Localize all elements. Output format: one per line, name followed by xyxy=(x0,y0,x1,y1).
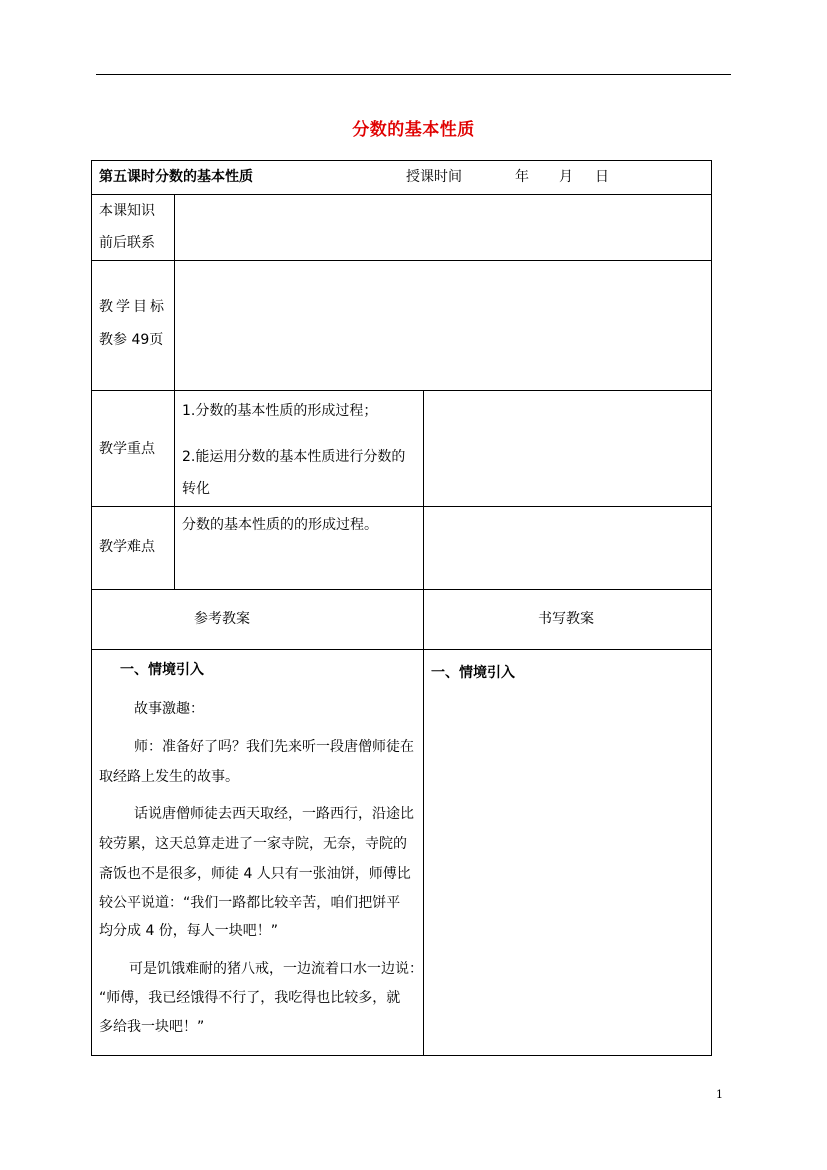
objectives-label-line2: 教参 49页 xyxy=(99,332,164,348)
paragraph-3-line-1: 可是饥饿难耐的猪八戒，一边流着口水一边说： xyxy=(129,961,423,977)
written-section-title: 一、情境引入 xyxy=(431,665,515,681)
objectives-label-line1: 教学目标 xyxy=(99,299,167,315)
reference-subtitle: 故事激趣： xyxy=(134,701,204,717)
paragraph-1-line-2: 取经路上发生的故事。 xyxy=(99,769,239,785)
document-title: 分数的基本性质 xyxy=(352,120,475,140)
paragraph-2-line-4: 较公平说道：“我们一路都比较辛苦，咱们把饼平 xyxy=(99,895,401,911)
reference-section-title: 一、情境引入 xyxy=(120,662,204,678)
lesson-title: 第五课时分数的基本性质 xyxy=(99,169,253,185)
written-plan-header: 书写教案 xyxy=(538,611,594,627)
row-divider xyxy=(92,649,711,650)
key-point-item-1: 1.分数的基本性质的形成过程； xyxy=(182,403,378,419)
key-point-item-2-line2: 转化 xyxy=(182,481,210,497)
header-rule xyxy=(96,74,731,75)
knowledge-label-line1: 本课知识 xyxy=(99,203,155,219)
paragraph-1-line-1: 师：准备好了吗？我们先来听一段唐僧师徒在 xyxy=(134,739,414,755)
paragraph-2-line-5: 均分成 4 份，每人一块吧！” xyxy=(99,923,279,939)
key-points-label: 教学重点 xyxy=(99,441,155,457)
month-label: 月 xyxy=(559,169,573,185)
day-label: 日 xyxy=(595,169,609,185)
paragraph-2-line-2: 较劳累，这天总算走进了一家寺院，无奈，寺院的 xyxy=(99,836,407,852)
row-divider xyxy=(92,260,711,261)
reference-plan-header: 参考教案 xyxy=(194,611,250,627)
row-divider xyxy=(92,390,711,391)
paragraph-2-line-1: 话说唐僧师徒去西天取经，一路西行，沿途比 xyxy=(134,806,414,822)
difficulties-label: 教学难点 xyxy=(99,539,155,555)
label-column-divider xyxy=(174,194,175,589)
year-label: 年 xyxy=(515,169,529,185)
row-divider xyxy=(92,194,711,195)
difficulties-text: 分数的基本性质的的形成过程。 xyxy=(182,517,378,533)
knowledge-label-line2: 前后联系 xyxy=(99,235,155,251)
row-divider xyxy=(92,506,711,507)
row-divider xyxy=(92,589,711,590)
time-label: 授课时间 xyxy=(406,169,462,185)
content-column-divider xyxy=(423,390,424,589)
paragraph-3-line-3: 多给我一块吧！” xyxy=(99,1019,205,1035)
paragraph-3-line-2: “师傅，我已经饿得不行了，我吃得也比较多，就 xyxy=(99,990,401,1006)
page-number: 1 xyxy=(716,1088,723,1101)
plan-column-divider xyxy=(423,589,424,1055)
paragraph-2-line-3: 斋饭也不是很多，师徒 4 人只有一张油饼，师傅比 xyxy=(99,866,411,882)
key-point-item-2-line1: 2.能运用分数的基本性质进行分数的 xyxy=(182,449,406,465)
lesson-plan-table xyxy=(91,160,712,1056)
